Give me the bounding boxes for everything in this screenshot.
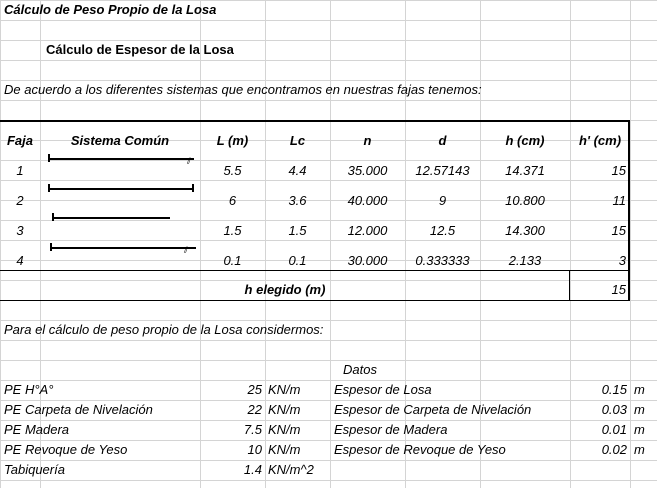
header-n: n [363,133,372,148]
gridline [630,0,631,488]
cell-lc[interactable]: 3.6 [288,193,307,208]
cell-h[interactable]: 2.133 [508,253,542,268]
datos-left-unit: KN/m [268,382,301,397]
cell-n[interactable]: 12.000 [347,223,388,238]
cell-l[interactable]: 0.1 [223,253,242,268]
datos-left-unit: KN/m [268,402,301,417]
cell-faja[interactable]: 4 [16,253,24,268]
cell-hp[interactable]: 15 [611,163,626,178]
cell-hp[interactable]: 15 [611,223,626,238]
header-d: d [438,133,447,148]
cell-faja[interactable]: 1 [16,163,24,178]
cell-n[interactable]: 35.000 [347,163,388,178]
datos-left-unit: KN/m [268,442,301,457]
datos-right-value[interactable]: 0.01 [601,422,627,437]
cell-lc[interactable]: 1.5 [288,223,307,238]
datos-right-label: Espesor de Revoque de Yeso [334,442,506,457]
cell-n[interactable]: 40.000 [347,193,388,208]
cell-lc[interactable]: 0.1 [288,253,307,268]
datos-right-unit: m [634,422,645,437]
header-faja: Faja [6,133,33,148]
header-lc: Lc [289,133,306,148]
cell-hp[interactable]: 11 [612,193,626,208]
cell-d[interactable]: 0.333333 [415,253,470,268]
datos-right-value[interactable]: 0.03 [601,402,627,417]
datos-left-value[interactable]: 1.4 [243,462,262,477]
cell-d[interactable]: 12.5 [429,223,456,238]
datos-left-unit: KN/m^2 [268,462,314,477]
datos-right-unit: m [634,382,645,397]
table-border [0,120,630,122]
datos-left-label: PE Revoque de Yeso [4,442,128,457]
datos-left-label: PE Madera [4,422,70,437]
intro-text: De acuerdo a los diferentes sistemas que encontramos en nuestras fajas tenemos: [4,82,482,97]
datos-right-label: Espesor de Carpeta de Nivelación [334,402,532,417]
datos-right-value[interactable]: 0.02 [601,442,627,457]
cell-l[interactable]: 5.5 [223,163,242,178]
cell-d[interactable]: 9 [438,193,447,208]
cell-h[interactable]: 14.300 [505,223,545,238]
datos-left-unit: KN/m [268,422,301,437]
cell-d[interactable]: 12.57143 [415,163,470,178]
datos-right-unit: m [634,442,645,457]
datos-left-value[interactable]: 22 [247,402,262,417]
header-h: h (cm) [505,133,545,148]
datos-right-value[interactable]: 0.15 [601,382,627,397]
note-text: Para el cálculo de peso propio de la Losa considermos: [4,322,324,337]
datos-left-label: Tabiquería [4,462,65,477]
datos-left-label: PE Carpeta de Nivelación [4,402,153,417]
datos-right-label: Espesor de Losa [334,382,432,397]
cell-h[interactable]: 10.800 [505,193,545,208]
table-border [0,300,630,301]
cell-faja[interactable]: 3 [16,223,24,238]
cell-lc[interactable]: 4.4 [288,163,307,178]
cell-faja[interactable]: 2 [16,193,24,208]
datos-right-unit: m [634,402,645,417]
h-elegido-label: h elegido (m) [244,282,326,297]
cell-n[interactable]: 30.000 [347,253,388,268]
datos-left-value[interactable]: 7.5 [243,422,262,437]
page-title: Cálculo de Peso Propio de la Losa [4,2,217,17]
datos-left-value[interactable]: 10 [247,442,262,457]
datos-left-value[interactable]: 25 [247,382,262,397]
h-elegido-value[interactable]: 15 [611,282,626,297]
section-subtitle: Cálculo de Espesor de la Losa [46,42,234,57]
datos-title: Datos [343,362,377,377]
datos-left-label: PE H°A° [4,382,54,397]
gridline [265,0,266,488]
header-l: L (m) [216,133,249,148]
datos-right-label: Espesor de Madera [334,422,448,437]
header-hp: h' (cm) [578,133,622,148]
cell-hp[interactable]: 3 [618,253,626,268]
header-sistema: Sistema Común [70,133,170,148]
spreadsheet[interactable]: Cálculo de Peso Propio de la Losa Cálculo de Espesor de la Losa De acuerdo a los diferentes sistemas que encontramos en nuestras fajas tenemos: Faja Sistema Común L (m) Lc n d h (cm) h' (cm) 1 5.5 4.4 35.000 12.57143 14.371 15 2 6 3.6 40.000 9 10.800 11 3 1.5 1.5 12.000 12.5 14.300 15 4 0.1 0.1 30.000 0.333333 2.133 3 ⫽ ⫽ h elegido (m) 15 Para el cálculo de peso propio de la Losa considermos: Datos PE H°A° 25 KN/m PE Carpeta de Nivelación 22 KN/m PE Madera 7.5 KN/m PE Revoque de Yeso 10 KN/m Tabiquería 1.4 KN/m^2 Espesor de Losa 0.15 m Espesor de Carpeta de Nivelación 0.03 m Espesor de Madera 0.01 m Espesor de Revoque de Yeso 0.02 m [0,0,657,488]
cell-l[interactable]: 6 [228,193,237,208]
cell-l[interactable]: 1.5 [223,223,242,238]
cell-h[interactable]: 14.371 [505,163,545,178]
gridline [330,0,331,488]
